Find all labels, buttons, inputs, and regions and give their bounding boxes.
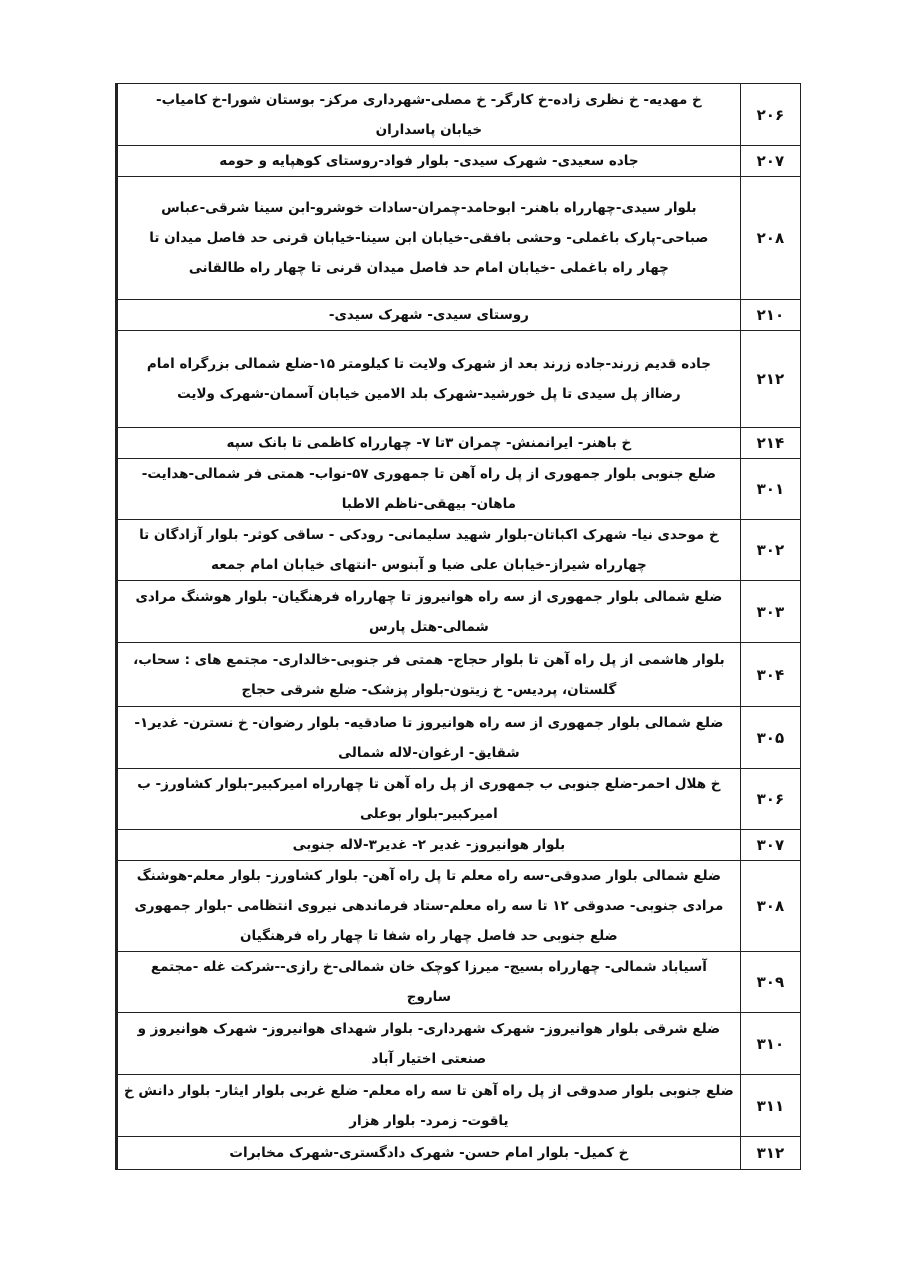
row-number: ۳۰۶ [740, 769, 800, 830]
row-number: ۳۰۲ [740, 520, 800, 581]
area-line: ضلع شمالی بلوار جمهوری از سه راه هوانیروز تا چهارراه فرهنگیان- بلوار هوشنگ مرادی [135, 588, 723, 605]
row-areas [117, 520, 741, 581]
row-areas [117, 1075, 741, 1137]
area-line: بلوار سیدی-چهارراه باهنر- ابوحامد-چمران-سادات خوشرو-ابن سینا شرقی-عباس [161, 200, 697, 216]
area-line: ضلع شمالی بلوار صدوقی-سه راه معلم تا پل راه آهن- بلوار کشاورز- بلوار معلم-هوشنگ [136, 868, 721, 884]
row-areas [117, 1137, 741, 1170]
area-line: آسیاباد شمالی- چهارراه بسیج- میرزا کوچک خان شمالی-خ رازی--شرکت غله -مجتمع [150, 959, 707, 975]
row-number: ۳۰۸ [740, 861, 800, 952]
row-number: ۳۰۱ [740, 459, 800, 520]
row-areas [117, 300, 741, 331]
area-line: خ هلال احمر-ضلع جنوبی ب جمهوری از پل راه آهن تا چهارراه امیرکبیر-بلوار کشاورز- ب [137, 776, 721, 792]
row-number: ۳۰۵ [740, 707, 800, 769]
area-line: رضااز پل سیدی تا پل خورشید-شهرک بلد الامین خیابان آسمان-شهرک ولایت [177, 386, 681, 402]
area-line: امیرکبیر-بلوار بوعلی [359, 806, 498, 822]
area-line: خیابان پاسداران [375, 121, 483, 138]
table-row [117, 769, 801, 830]
area-line: ضلع شمالی بلوار جمهوری از سه راه هوانیروز تا صادقیه- بلوار رضوان- خ نسترن- غدیر۱- [134, 714, 724, 731]
table-row [117, 1137, 801, 1170]
area-line: یاقوت- زمرد- بلوار هزار [349, 1112, 509, 1129]
area-line: ماهان- بیهقی-ناظم الاطبا [341, 496, 517, 512]
area-line: چهارراه شیراز-خیابان علی ضیا و آبنوس -انتهای خیابان امام جمعه [211, 557, 647, 573]
row-areas [117, 84, 741, 146]
row-number: ۲۰۶ [740, 84, 800, 146]
area-line: شمالی-هتل پارس [368, 618, 489, 635]
area-line: خ باهنر- ایرانمنش- چمران ۳تا ۷- چهارراه کاظمی تا بانک سپه [226, 435, 632, 451]
area-line: روستای سیدی- شهرک سیدی- [328, 307, 529, 323]
table-row [117, 331, 801, 428]
table-row [117, 520, 801, 581]
area-line: خ کمیل- بلوار امام حسن- شهرک دادگستری-شهرک مخابرات [229, 1145, 629, 1161]
area-line: ضلع جنوبی بلوار صدوقی از پل راه آهن تا سه راه معلم- ضلع غربی بلوار ایثار- بلوار دانش خ [124, 1082, 734, 1099]
table-row [117, 1075, 801, 1137]
area-line: بلوار هاشمی از پل راه آهن تا بلوار حجاج- همتی فر جنوبی-خالداری- مجتمع های : سحاب، [133, 651, 725, 668]
row-number: ۲۰۸ [740, 177, 800, 300]
area-line: ضلع جنوبی بلوار جمهوری از پل راه آهن تا جمهوری ۵۷-نواب- همتی فر شمالی-هدایت- [141, 466, 716, 482]
table-row [117, 952, 801, 1013]
row-number: ۲۱۴ [740, 428, 800, 459]
row-number: ۳۱۰ [740, 1013, 800, 1075]
table-row [117, 643, 801, 707]
row-number: ۳۰۳ [740, 581, 800, 643]
row-areas [117, 146, 741, 177]
area-line: ضلع شرقی بلوار هوانیروز- شهرک شهرداری- بلوار شهدای هوانیروز- شهرک هوانیروز و [137, 1020, 721, 1037]
row-areas [117, 428, 741, 459]
row-number: ۲۱۲ [740, 331, 800, 428]
area-line: مرادی جنوبی- صدوقی ۱۲ تا سه راه معلم-ستاد فرماندهی نیروی انتظامی -بلوار جمهوری [134, 898, 724, 914]
table-row [117, 84, 801, 146]
row-areas [117, 581, 741, 643]
table-row [117, 830, 801, 861]
row-areas [117, 830, 741, 861]
area-line: خ مهدیه- خ نظری زاده-خ کارگر- خ مصلی-شهرداری مرکز- بوستان شورا-خ کامیاب- [156, 91, 702, 108]
table-row [117, 177, 801, 300]
row-number: ۲۱۰ [740, 300, 800, 331]
districts-table [115, 83, 801, 1170]
row-areas [117, 769, 741, 830]
table-row [117, 1013, 801, 1075]
table-row [117, 707, 801, 769]
table-row [117, 146, 801, 177]
row-areas [117, 459, 741, 520]
table-row [117, 581, 801, 643]
area-line: صنعتی اختیار آباد [371, 1050, 487, 1067]
row-areas [117, 1013, 741, 1075]
row-areas [117, 331, 741, 428]
row-areas [117, 861, 741, 952]
row-number: ۳۱۲ [740, 1137, 800, 1170]
row-number: ۳۰۴ [740, 643, 800, 707]
row-areas [117, 952, 741, 1013]
area-line: جاده سعیدی- شهرک سیدی- بلوار فواد-روستای کوهپایه و حومه [219, 153, 639, 169]
table-row [117, 861, 801, 952]
area-line: ضلع جنوبی حد فاصل چهار راه شفا تا چهار راه فرهنگیان [240, 928, 618, 944]
table-row [117, 428, 801, 459]
area-line: صباحی-پارک باغملی- وحشی بافقی-خیابان ابن سینا-خیابان قرنی حد فاصل میدان تا [149, 230, 709, 246]
area-line: ساروج [406, 989, 451, 1005]
table-row [117, 459, 801, 520]
row-areas [117, 707, 741, 769]
row-number: ۳۰۹ [740, 952, 800, 1013]
area-line: خ موحدی نیا- شهرک اکباتان-بلوار شهید سلیمانی- رودکی - ساقی کوثر- بلوار آزادگان تا [139, 527, 719, 543]
row-areas [117, 177, 741, 300]
row-number: ۳۱۱ [740, 1075, 800, 1137]
area-line: بلوار هوانیروز- غدیر ۲- غدیر۳-لاله جنوبی [292, 837, 566, 853]
row-areas [117, 643, 741, 707]
table-row [117, 300, 801, 331]
row-number: ۳۰۷ [740, 830, 800, 861]
area-line: شقایق- ارغوان-لاله شمالی [338, 744, 520, 761]
area-line: چهار راه باغملی -خیابان امام حد فاصل میدان قرنی تا چهار راه طالقانی [188, 260, 669, 276]
area-line: جاده قدیم زرند-جاده زرند بعد از شهرک ولایت تا کیلومتر ۱۵-ضلع شمالی بزرگراه امام [146, 356, 711, 372]
area-line: گلستان، پردیس- خ زیتون-بلوار پزشک- ضلع شرقی حجاج [241, 681, 617, 698]
row-number: ۲۰۷ [740, 146, 800, 177]
